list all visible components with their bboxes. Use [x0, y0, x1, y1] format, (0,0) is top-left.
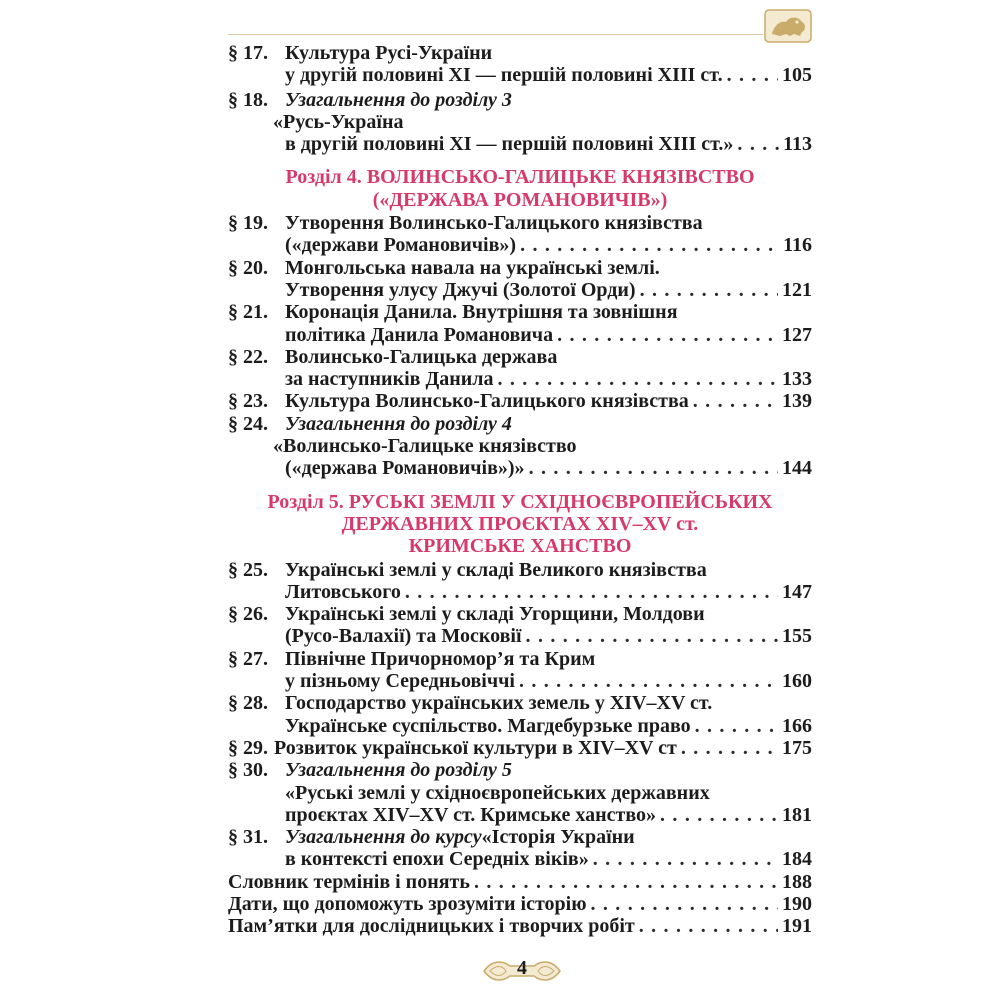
entry-page: 144 — [782, 457, 812, 480]
entry-page: 133 — [782, 368, 812, 391]
entry-page: 147 — [782, 580, 812, 603]
toc-entry — [228, 346, 812, 391]
toc-entry — [228, 42, 812, 87]
entry-title: Узагальнення до курсу — [285, 826, 482, 849]
entry-title: проєктах XIV–XV ст. Кримське ханство» — [285, 803, 657, 826]
entry-page: 191 — [782, 915, 812, 938]
entry-title: Узагальнення до розділу 3 — [285, 88, 512, 111]
entry-page: 113 — [783, 133, 812, 156]
entry-title: «Руські землі у східноєвропейських державних — [285, 781, 710, 804]
entry-title: «Історія України — [481, 826, 635, 849]
lion-ornament-icon — [764, 8, 812, 44]
entry-title: Литовського — [285, 580, 401, 603]
table-of-contents — [228, 42, 812, 938]
toc-entry — [228, 390, 812, 412]
entry-page: 166 — [782, 714, 812, 737]
entry-title: у другій половині XI — першій половині XIII ст. — [285, 64, 723, 87]
entry-page: 121 — [782, 278, 812, 301]
toc-entry — [228, 559, 812, 604]
section-heading-line: ДЕРЖАВНИХ ПРОЄКТАХ XIV–XV ст. — [341, 512, 699, 535]
toc-entry — [228, 759, 812, 826]
entry-number: § 30. — [228, 759, 268, 782]
entry-title: в другій половині XI — першій половині XIII ст.» — [285, 133, 734, 156]
entry-title: Узагальнення до розділу 5 — [285, 759, 512, 782]
toc-entry — [228, 915, 812, 937]
toc-entry — [228, 413, 812, 480]
entry-number: § 25. — [228, 558, 268, 581]
appendix-title: Пам’ятки для дослідницьких і творчих робіт — [228, 915, 635, 938]
entry-page: 190 — [782, 892, 812, 915]
entry-title: «Русь-Україна — [273, 110, 404, 133]
entry-title: в контексті епохи Середніх віків» — [285, 848, 589, 871]
entry-page: 127 — [782, 323, 812, 346]
entry-number: § 27. — [228, 647, 268, 670]
entry-title: (Русо-Валахії) та Московії — [285, 625, 522, 648]
entry-number: § 22. — [228, 345, 268, 368]
entry-page: 105 — [782, 64, 812, 87]
entry-page: 181 — [782, 803, 812, 826]
entry-title: («держави Романовичів») — [285, 234, 517, 257]
entry-title: політика Данила Романовича — [285, 323, 554, 346]
entry-number: § 31. — [228, 826, 268, 849]
entry-title: Українське суспільство. Магдебурзьке право — [285, 714, 691, 737]
entry-number: § 23. — [228, 390, 268, 413]
entry-title: Утворення Волинсько-Галицького князівства — [285, 212, 703, 235]
entry-page: 188 — [782, 870, 812, 893]
section-heading — [228, 166, 812, 211]
entry-page: 175 — [782, 736, 812, 759]
section-heading-line: («ДЕРЖАВА РОМАНОВИЧІВ») — [372, 188, 668, 211]
entry-page: 160 — [782, 670, 812, 693]
entry-title: Українські землі у складі Великого князівства — [285, 558, 707, 581]
entry-number: § 19. — [228, 212, 268, 235]
entry-title: Утворення улусу Джучі (Золотої Орди) — [285, 278, 636, 301]
entry-title: Північне Причорномор’я та Крим — [285, 647, 596, 670]
entry-title: за наступників Данила — [285, 368, 494, 391]
toc-entry — [228, 89, 812, 156]
section-heading-line: КРИМСЬКЕ ХАНСТВО — [408, 535, 632, 558]
entry-number: § 18. — [228, 88, 268, 111]
toc-entry — [228, 603, 812, 648]
toc-entry — [228, 737, 812, 759]
entry-number: § 29. — [228, 736, 268, 759]
entry-title: Розвиток української культури в XIV–XV ст — [274, 736, 677, 759]
entry-number: § 20. — [228, 256, 268, 279]
entry-page: 116 — [783, 234, 812, 257]
entry-page: 139 — [782, 390, 812, 413]
entry-number: § 17. — [228, 42, 268, 64]
appendix-title: Дати, що допоможуть зрозуміти історію — [228, 892, 587, 915]
entry-number: § 26. — [228, 603, 268, 626]
entry-title: Коронація Данила. Внутрішня та зовнішня — [285, 301, 678, 324]
entry-title: («держава Романовичів»)» — [285, 457, 525, 480]
page-number: 4 — [517, 957, 527, 979]
entry-number: § 24. — [228, 412, 268, 435]
toc-entry — [228, 826, 812, 871]
section-heading-line: Розділ 4. ВОЛИНСЬКО-ГАЛИЦЬКЕ КНЯЗІВСТВО — [285, 166, 755, 189]
appendix-title: Словник термінів і понять — [228, 870, 470, 893]
section-heading-line: Розділ 5. РУСЬКІ ЗЕМЛІ У СХІДНОЄВРОПЕЙСЬКИХ — [267, 490, 773, 513]
toc-entry — [228, 692, 812, 737]
toc-entry — [228, 871, 812, 893]
header-rule — [228, 34, 763, 35]
toc-entry — [228, 301, 812, 346]
entry-title: Волинсько-Галицька держава — [285, 345, 558, 368]
toc-entry — [228, 212, 812, 257]
entry-title: Узагальнення до розділу 4 — [285, 412, 512, 435]
toc-entry — [228, 257, 812, 302]
entry-title: Господарство українських земель у XIV–XV ст. — [285, 692, 713, 715]
entry-title: у пізньому Середньовіччі — [285, 670, 515, 693]
entry-number: § 28. — [228, 692, 268, 715]
entry-page: 155 — [782, 625, 812, 648]
entry-number: § 21. — [228, 301, 268, 324]
toc-entry — [228, 648, 812, 693]
entry-title: Українські землі у складі Угорщини, Молдови — [285, 603, 705, 626]
entry-title: Культура Русі-України — [285, 42, 493, 64]
section-heading — [228, 491, 812, 558]
entry-title: «Волинсько-Галицьке князівство — [273, 435, 577, 458]
entry-page: 184 — [782, 848, 812, 871]
entry-title: Монгольська навала на українські землі. — [285, 256, 660, 279]
toc-entry — [228, 893, 812, 915]
entry-title: Культура Волинсько-Галицького князівства — [285, 390, 689, 413]
